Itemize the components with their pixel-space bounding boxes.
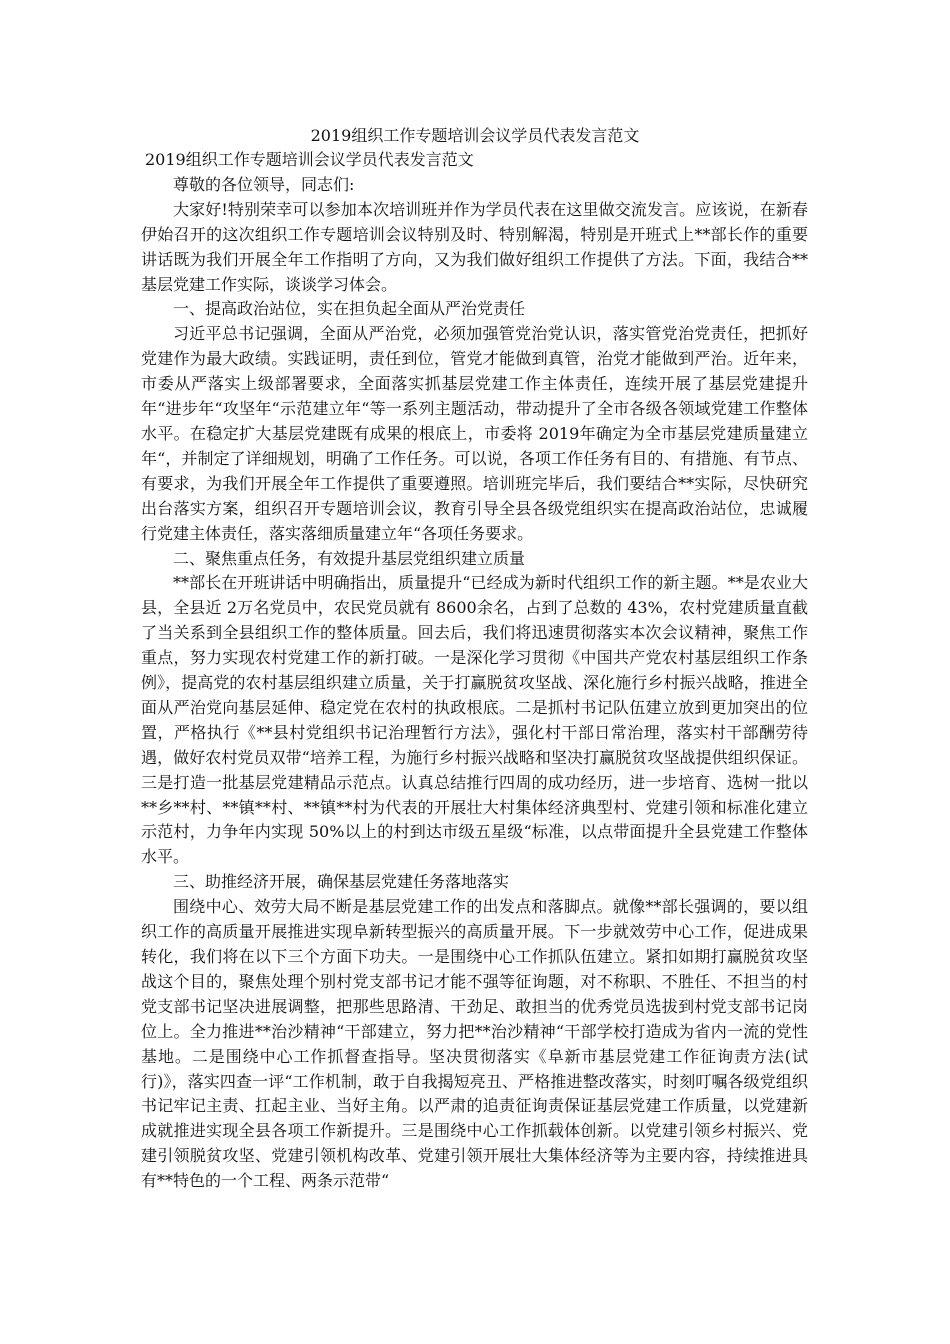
document-body bbox=[141, 148, 808, 1194]
section-heading-2: 二、聚焦重点任务，有效提升基层党组织建立质量 bbox=[173, 548, 526, 568]
paragraph-section-2: **部长在开班讲话中明确指出，质量提升“已经成为新时代组织工作的新主题。**是农业大县，全县近 2万名党员中，农民党员就有 8600余名，占到了总数的 43%，农村党建质量直截了当关系到全县组织工作的整体质量。回去后，我们将迅速贯彻落实本次会议精神，聚焦工作重点，努力实现农村党建工作的新打破。一是深化学习贯彻《中国共产党农村基层组织工作条例》，提高党的农村基层组织建立质量，关于打赢脱贫攻坚战、深化施行乡村振兴战略，推进全面从严治党向基层延伸、稳定党在农村的执政根底。二是抓村书记队伍建立放到更加突出的位置，严格执行《**县村党组织书记治理暂行方法》，强化村干部日常治理，落实村干部酬劳待遇，做好农村党员双带“培养工程，为施行乡村振兴战略和坚决打赢脱贫攻坚战提供组织保证。三是打造一批基层党建精品示范点。认真总结推行四周的成功经历，进一步培育、选树一批以**乡**村、**镇**村、**镇**村为代表的开展壮大村集体经济典型村、党建引领和标准化建立示范村，力争年内实现 50%以上的村到达市级五星级“标准，以点带面提升全县党建工作整体水平。 bbox=[141, 573, 808, 867]
paragraph-section-3: 围绕中心、效劳大局不断是基层党建工作的出发点和落脚点。就像**部长强调的，要以组织工作的高质量开展推进实现阜新转型振兴的高质量开展。下一步就效劳中心工作，促进成果转化，我们将在以下三个方面下功夫。一是围绕中心工作抓队伍建立。紧扣如期打赢脱贫攻坚战这个目的，聚焦处理个别村党支部书记才能不强等征询题，对不称职、不胜任、不担当的村党支部书记坚决进展调整，把那些思路清、干劲足、敢担当的优秀党员选拔到村党支部书记岗位上。全力推进**治沙精神“干部建立，努力把**治沙精神“干部学校打造成为省内一流的党性基地。二是围绕中心工作抓督查指导。坚决贯彻落实《阜新市基层党建工作征询责方法(试行)》，落实四查一评“工作机制，敢于自我揭短亮丑、严格推进整改落实，时刻叮嘱各级党组织书记牢记主责、扛起主业、当好主角。以严肃的追责征询责保证基层党建工作质量，以党建新成就推进实现全县各项工作新提升。三是围绕中心工作抓载体创新。以党建引领乡村振兴、党建引领脱贫攻坚、党建引领机构改革、党建引领开展壮大集体经济等为主要内容，持续推进具有**特色的一个工程、两条示范带“ bbox=[141, 897, 808, 1191]
paragraph-intro: 大家好!特别荣幸可以参加本次培训班并作为学员代表在这里做交流发言。应该说，在新春伊始召开的这次组织工作专题培训会议特别及时、特别解渴，特别是开班式上**部长作的重要讲话既为我们开展全年工作指明了方向，又为我们做好组织工作提供了方法。下面，我结合**基层党建工作实际，谈谈学习体会。 bbox=[141, 199, 808, 294]
section-heading-3: 三、助推经济开展，确保基层党建任务落地落实 bbox=[173, 872, 510, 892]
section-heading-1: 一、提高政治站位，实在担负起全面从严治党责任 bbox=[173, 299, 526, 319]
paragraph-section-1: 习近平总书记强调，全面从严治党，必须加强管党治党认识，落实管党治党责任，把抓好党建作为最大政绩。实践证明，责任到位，管党才能做到真管，治党才能做到严治。近年来，市委从严落实上级部署要求，全面落实抓基层党建工作主体责任，连续开展了基层党建提升年“进步年“攻坚年“示范建立年“等一系列主题活动，带动提升了全市各级各领域党建工作整体水平。在稳定扩大基层党建既有成果的根底上，市委将 2019年确定为全市基层党建质量建立年“，并制定了详细规划，明确了工作任务。可以说，各项工作任务有目的、有措施、有节点、有要求，为我们开展全年工作提供了重要遵照。培训班完毕后，我们要结合**实际，尽快研究出台落实方案，组织召开专题培训会议，教育引导全县各级党组织实在提高政治站位，忠诚履行党建主体责任，落实落细质量建立年“各项任务要求。 bbox=[141, 324, 808, 543]
document-subtitle: 2019组织工作专题培训会议学员代表发言范文 bbox=[145, 150, 474, 169]
greeting: 尊敬的各位领导，同志们: bbox=[173, 174, 355, 194]
document-title: 2019组织工作专题培训会议学员代表发言范文 bbox=[310, 126, 640, 145]
